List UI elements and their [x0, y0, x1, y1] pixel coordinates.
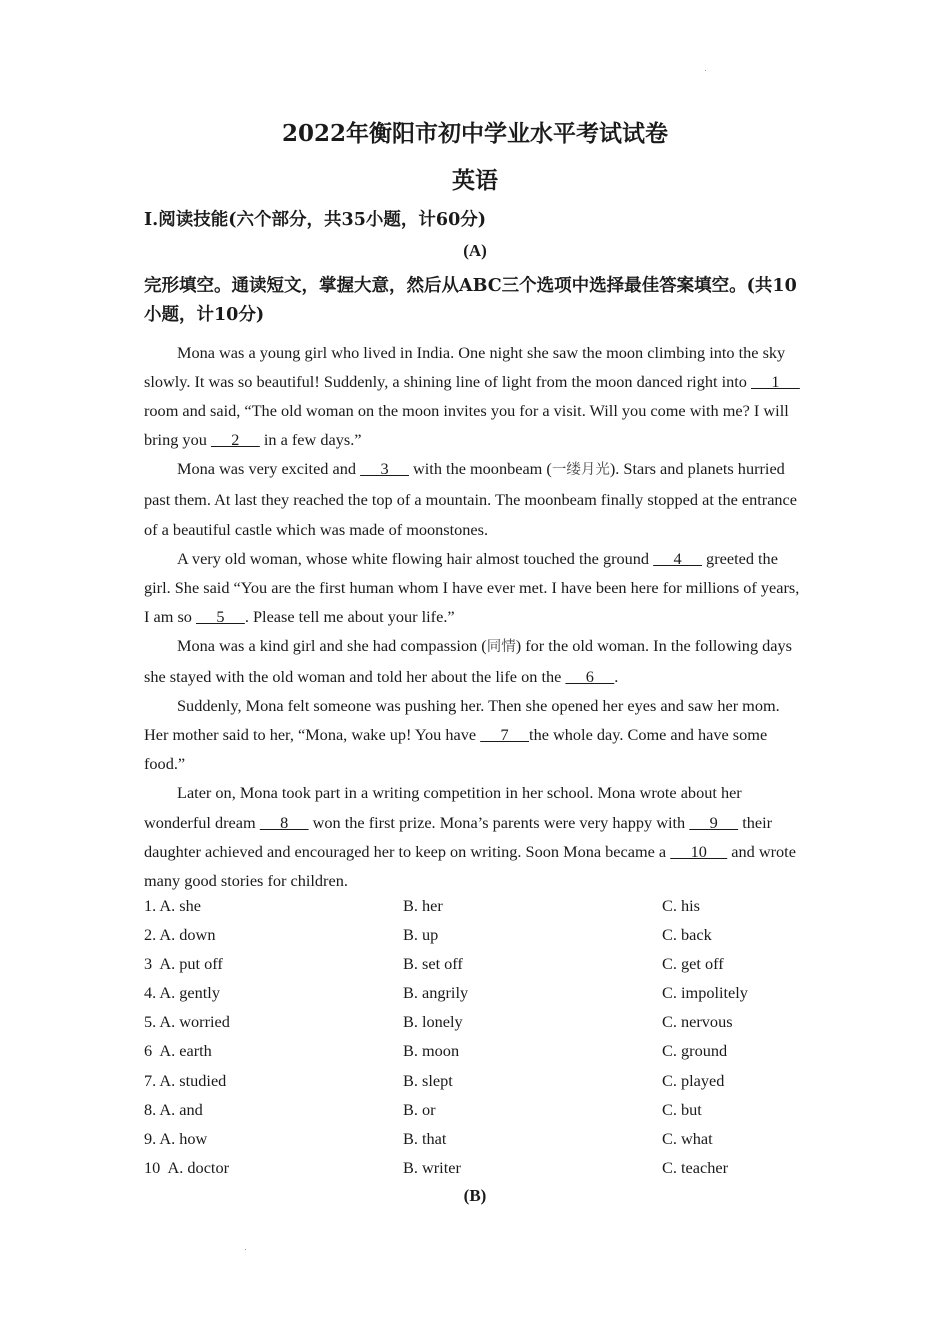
option-a: 9. A. how	[144, 1128, 208, 1148]
option-c: C. but	[662, 1099, 702, 1119]
scan-speck	[245, 1249, 246, 1250]
blank-6: 6	[565, 667, 615, 687]
part-b-label: (B)	[463, 1186, 487, 1205]
option-row	[144, 1153, 824, 1182]
option-a: 7. A. studied	[144, 1070, 227, 1090]
option-a: 4. A. gently	[144, 983, 220, 1003]
option-a: 2. A. down	[144, 925, 216, 945]
option-row	[144, 978, 824, 1007]
passage-paragraph: Mona was very excited and 3 with the moonbeam (一缕月光). Stars and planets hurried past them. At last they reached the top of a mountain. The moonbeam finally stopped at the entrance of a beautiful castle which was made of moonstones.	[144, 459, 798, 539]
option-a: 3 A. put off	[144, 954, 223, 974]
passage-paragraph: A very old woman, whose white flowing hair almost touched the ground 4 greeted the girl. She said “You are the first human whom I have ever met. I have been here for millions of years, I am so 5 . Please tell me about your life.”	[144, 548, 800, 626]
option-c: C. teacher	[662, 1157, 728, 1177]
cloze-passage	[144, 338, 806, 895]
option-b: B. her	[403, 896, 443, 915]
option-b: B. up	[403, 925, 439, 945]
exam-title: 2022年衡阳市初中学业水平考试试卷	[281, 120, 668, 147]
option-a: 8. A. and	[144, 1099, 203, 1119]
option-row	[144, 1124, 824, 1153]
blank-2: 2	[210, 430, 260, 450]
option-b: B. moon	[403, 1041, 460, 1061]
option-c: C. get off	[662, 954, 724, 974]
option-b: B. or	[403, 1099, 436, 1119]
option-b: B. angrily	[403, 983, 469, 1003]
option-c: C. ground	[662, 1041, 728, 1061]
option-row	[144, 1095, 824, 1124]
option-a: 10 A. doctor	[144, 1157, 230, 1177]
cloze-instructions: 完形填空。通读短文，掌握大意，然后从ABC三个选项中选择最佳答案填空。(共10小题，计10分)	[144, 276, 797, 325]
blank-5: 5	[196, 606, 245, 626]
chinese-gloss: 同情	[486, 638, 516, 655]
option-c: C. played	[662, 1070, 725, 1090]
option-row	[144, 920, 824, 949]
option-a: 1. A. she	[144, 896, 201, 915]
blank-10: 10	[670, 841, 728, 861]
answer-options	[144, 891, 824, 1182]
section-heading: I.阅读技能(六个部分，共35小题，计60分)	[144, 210, 487, 230]
blank-4: 4	[653, 548, 702, 568]
part-a-label: (A)	[463, 241, 487, 260]
option-b: B. set off	[403, 954, 463, 974]
passage-paragraph: Suddenly, Mona felt someone was pushing her. Then she opened her eyes and saw her mom. Her mother said to her, “Mona, wake up! You have 7 the whole day. Come and have some food.”	[144, 696, 780, 774]
exam-subject: 英语	[452, 167, 498, 194]
option-row	[144, 949, 824, 978]
passage-paragraph: Mona was a young girl who lived in India. One night she saw the moon climbing into the sky slowly. It was so beautiful! Suddenly, a shining line of light from the moon danced right into 1 room and said, “The old woman on the moon invites you for a visit. Will you come with me? I will bring you 2 in a few days.”	[144, 343, 800, 450]
scan-speck	[705, 70, 706, 71]
option-c: C. back	[662, 925, 712, 945]
option-row	[144, 1066, 824, 1095]
option-b: B. slept	[403, 1070, 453, 1090]
blank-9: 9	[689, 812, 739, 832]
option-a: 6 A. earth	[144, 1041, 212, 1061]
blank-7: 7	[480, 725, 530, 745]
option-c: C. his	[662, 896, 701, 915]
passage-paragraph: Later on, Mona took part in a writing competition in her school. Mona wrote about her wonderful dream 8 won the first prize. Mona’s parents were very happy with 9 their daughter achieved and encouraged her to keep on writing. Soon Mona became a 10 and wrote many good stories for children.	[144, 783, 796, 890]
option-c: C. what	[662, 1128, 713, 1148]
option-b: B. that	[403, 1128, 447, 1148]
option-b: B. lonely	[403, 1012, 463, 1032]
option-c: C. nervous	[662, 1012, 733, 1032]
blank-3: 3	[360, 459, 409, 479]
option-row	[144, 1036, 824, 1065]
option-b: B. writer	[403, 1157, 461, 1177]
blank-8: 8	[259, 812, 309, 832]
option-row	[144, 1007, 824, 1036]
option-row	[144, 891, 824, 920]
chinese-gloss: 一缕月光	[551, 462, 610, 479]
option-c: C. impolitely	[662, 983, 748, 1003]
option-a: 5. A. worried	[144, 1012, 230, 1032]
blank-1: 1	[750, 372, 800, 392]
passage-paragraph: Mona was a kind girl and she had compassion (同情) for the old woman. In the following days she stayed with the old woman and told her about the life on the 6 .	[144, 635, 793, 687]
